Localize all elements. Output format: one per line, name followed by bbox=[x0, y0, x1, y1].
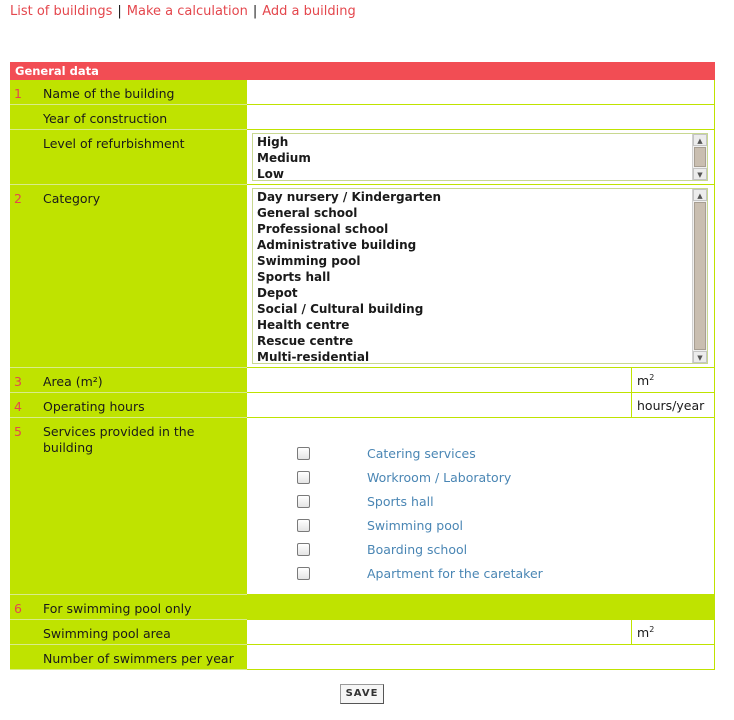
row-number: 3 bbox=[14, 374, 22, 389]
nav-add-building[interactable]: Add a building bbox=[262, 4, 356, 19]
row-number: 5 bbox=[14, 424, 22, 439]
swimming-pool-area-input[interactable] bbox=[247, 620, 632, 644]
row-number: 6 bbox=[14, 601, 22, 616]
category-listbox[interactable] bbox=[252, 188, 708, 364]
row-building-name bbox=[10, 80, 715, 105]
operating-hours-unit: hours/year bbox=[637, 398, 705, 413]
service-checkbox[interactable] bbox=[297, 495, 310, 508]
row-number: 4 bbox=[14, 399, 22, 414]
category-label: Category bbox=[10, 185, 247, 368]
building-name-input[interactable] bbox=[247, 80, 715, 105]
service-label[interactable]: Apartment for the caretaker bbox=[367, 565, 543, 581]
scroll-up-icon[interactable]: ▲ bbox=[693, 134, 707, 146]
swimming-pool-area-label: Swimming pool area bbox=[10, 620, 247, 645]
refurbishment-option[interactable]: High bbox=[257, 135, 289, 149]
service-item bbox=[297, 561, 543, 585]
nav-make-calculation[interactable]: Make a calculation bbox=[126, 4, 248, 19]
area-unit bbox=[632, 368, 714, 392]
service-label[interactable]: Boarding school bbox=[367, 541, 468, 557]
service-checkbox[interactable] bbox=[297, 447, 310, 460]
refurbishment-option[interactable]: Medium bbox=[257, 151, 311, 165]
category-option[interactable]: General school bbox=[257, 206, 358, 220]
row-operating-hours bbox=[10, 393, 715, 418]
top-nav bbox=[10, 4, 356, 19]
row-area bbox=[10, 368, 715, 393]
service-checkbox[interactable] bbox=[297, 519, 310, 532]
row-category bbox=[10, 185, 715, 368]
service-checkbox[interactable] bbox=[297, 567, 310, 580]
operating-hours-label: Operating hours bbox=[10, 393, 247, 418]
category-cell bbox=[247, 185, 715, 368]
row-swimming-pool-only bbox=[10, 595, 715, 620]
service-item bbox=[297, 537, 543, 561]
category-option[interactable]: Social / Cultural building bbox=[257, 302, 424, 316]
category-option[interactable]: Administrative building bbox=[257, 238, 417, 252]
unit-exponent: 2 bbox=[649, 625, 655, 634]
row-number: 2 bbox=[14, 191, 22, 206]
row-number: 1 bbox=[14, 86, 22, 101]
services-label: Services provided in the building bbox=[10, 418, 247, 595]
area-cell bbox=[247, 368, 715, 393]
unit-base: m bbox=[637, 625, 650, 641]
category-option[interactable]: Depot bbox=[257, 286, 298, 300]
year-of-construction-label: Year of construction bbox=[10, 105, 247, 130]
scroll-thumb[interactable] bbox=[694, 147, 706, 167]
row-services bbox=[10, 418, 715, 595]
scroll-up-icon[interactable]: ▲ bbox=[693, 189, 707, 201]
service-item bbox=[297, 465, 543, 489]
service-checkbox[interactable] bbox=[297, 543, 310, 556]
row-swimming-pool-area bbox=[10, 620, 715, 645]
service-item bbox=[297, 489, 543, 513]
operating-hours-cell bbox=[247, 393, 715, 418]
service-label[interactable]: Workroom / Laboratory bbox=[367, 469, 512, 485]
unit-exponent: 2 bbox=[649, 373, 655, 382]
building-name-label: Name of the building bbox=[10, 80, 247, 105]
category-option[interactable]: Professional school bbox=[257, 222, 389, 236]
nav-separator: | bbox=[117, 4, 122, 19]
services-list bbox=[297, 441, 543, 585]
row-swimmers-per-year bbox=[10, 645, 715, 670]
refurbishment-label: Level of refurbishment bbox=[10, 130, 247, 185]
swimming-pool-only-label: For swimming pool only bbox=[10, 595, 247, 620]
swimming-pool-area-cell bbox=[247, 620, 715, 645]
category-option[interactable]: Health centre bbox=[257, 318, 350, 332]
swimmers-per-year-input[interactable] bbox=[247, 645, 715, 670]
refurbishment-option[interactable]: Low bbox=[257, 167, 284, 181]
save-button[interactable]: SAVE bbox=[340, 684, 384, 704]
nav-list-of-buildings[interactable]: List of buildings bbox=[10, 4, 113, 19]
nav-separator: | bbox=[252, 4, 258, 19]
service-item bbox=[297, 513, 543, 537]
refurbishment-scrollbar[interactable] bbox=[692, 134, 707, 180]
service-label[interactable]: Sports hall bbox=[367, 493, 434, 509]
category-option[interactable]: Day nursery / Kindergarten bbox=[257, 190, 442, 204]
section-header: General data bbox=[10, 62, 715, 80]
category-scrollbar[interactable] bbox=[692, 189, 707, 363]
service-label[interactable]: Catering services bbox=[367, 445, 476, 461]
row-refurbishment bbox=[10, 130, 715, 185]
swimmers-per-year-label: Number of swimmers per year bbox=[10, 645, 247, 670]
category-option[interactable]: Swimming pool bbox=[257, 254, 361, 268]
swimming-pool-only-bar bbox=[247, 595, 715, 620]
service-label[interactable]: Swimming pool bbox=[367, 517, 463, 533]
row-year-of-construction bbox=[10, 105, 715, 130]
scroll-down-icon[interactable]: ▼ bbox=[693, 168, 707, 180]
area-input[interactable] bbox=[247, 368, 632, 392]
category-option[interactable]: Multi-residential bbox=[257, 350, 370, 364]
scroll-thumb[interactable] bbox=[694, 202, 706, 350]
swimming-pool-area-unit bbox=[632, 620, 714, 644]
refurbishment-cell bbox=[247, 130, 715, 185]
category-option[interactable]: Rescue centre bbox=[257, 334, 354, 348]
unit-base: m bbox=[637, 373, 650, 389]
category-option[interactable]: Sports hall bbox=[257, 270, 331, 284]
operating-hours-input[interactable] bbox=[247, 393, 632, 417]
area-label: Area (m²) bbox=[10, 368, 247, 393]
service-checkbox[interactable] bbox=[297, 471, 310, 484]
service-item bbox=[297, 441, 543, 465]
services-cell bbox=[247, 418, 715, 595]
scroll-down-icon[interactable]: ▼ bbox=[693, 351, 707, 363]
year-of-construction-input[interactable] bbox=[247, 105, 715, 130]
general-data-form bbox=[10, 62, 715, 670]
refurbishment-listbox[interactable] bbox=[252, 133, 708, 181]
